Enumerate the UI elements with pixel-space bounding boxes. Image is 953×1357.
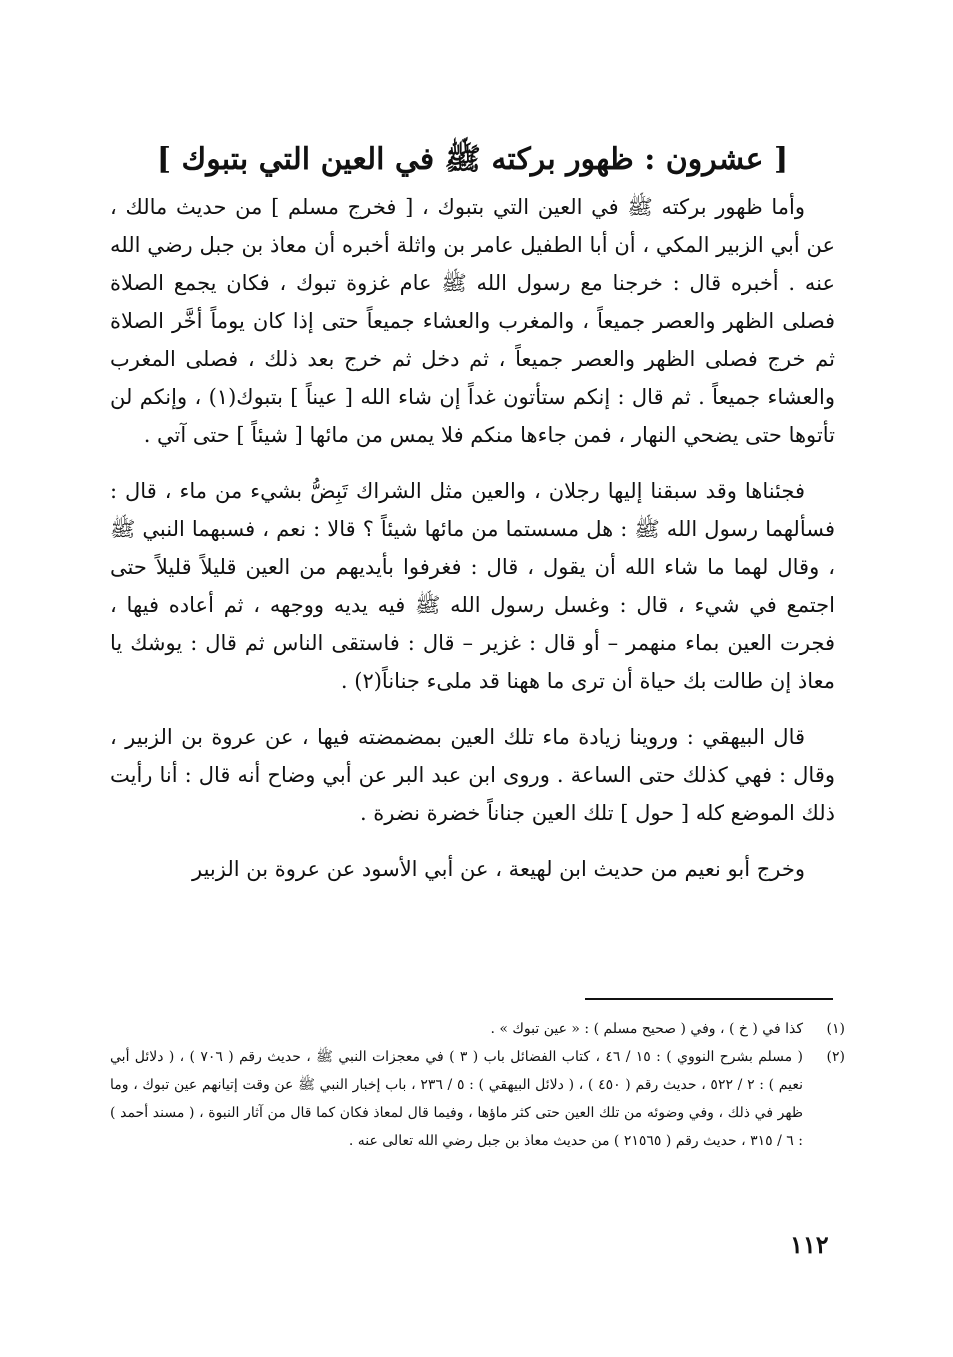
page-body: [110, 140, 835, 906]
footnote-text: ( مسلم بشرح النووي ) : ١٥ / ٤٦ ، كتاب الفضائل باب ( ٣ ) في معجزات النبي ﷺ ، حديث رقم ( ٧٠٦ ) ، ( دلائل أبي نعيم ) : ٢ / ٥٢٢ ، حديث رقم ( ٤٥٠ ) ، ( دلائل البيهقي ) : ٥ / ٢٣٦ ، باب إخبار النبي ﷺ عن وقت إتيانهم عين تبوك ، وما ظهر في ذلك ، وفي وضوئه من تلك العين حتى كثر ماؤها ، وفيما قال لمعاذ فكان كما قال من آثار النبوة ، ( مسند أحمد ) : ٦ / ٣١٥ ، حديث رقم ( ٢١٥٦٥ ) من حديث معاذ بن جبل رضي الله تعالى عنه .: [110, 1049, 803, 1149]
page-number: ١١٢: [790, 1230, 829, 1259]
paragraph-2: فجئناها وقد سبقنا إليها رجلان ، والعين مثل الشراك تَبِضُّ بشيء من ماء ، قال : فسألهما رسول الله ﷺ : هل مسستما من مائها شيئاً ؟ قالا : نعم ، فسبهما النبي ﷺ ، وقال لهما ما شاء الله أن يقول ، قال : فغرفوا بأيديهم من العين قليلاً قليلاً حتى اجتمع في شيء ، قال : وغسل رسول الله ﷺ فيه يديه ووجهه ، ثم أعاده فيها ، فجرت العين بماء منهمر – أو قال : غزير – قال : فاستقى الناس ثم قال : يوشك يا معاذ إن طالت بك حياة أن ترى ما ههنا قد ملىء جناناً(٢) .: [110, 479, 835, 693]
footnote-2: [110, 1043, 845, 1155]
footnote-number: (٢): [826, 1049, 845, 1065]
paragraph-4: وخرج أبو نعيم من حديث ابن لهيعة ، عن أبي الأسود عن عروة بن الزبير: [192, 857, 805, 881]
paragraph-3: قال البيهقي : وروينا زيادة ماء تلك العين بمضمضته فيها ، عن عروة بن الزبير ، وقال : فهي كذلك حتى الساعة . وروى ابن عبد البر عن أبي وضاح أنه قال : أنا رأيت ذلك الموضع كله [ حول ] تلك العين جناناً خضرة نضرة .: [110, 725, 835, 825]
footnotes: [110, 1015, 845, 1155]
footnote-divider: [585, 998, 833, 1000]
footnote-number: (١): [826, 1021, 845, 1037]
section-heading: [ عشرون : ظهور بركته ﷺ في العين التي بتبوك ]: [156, 142, 789, 177]
footnote-text: كذا في ( خ ) ، وفي ( صحيح مسلم ) : « عين تبوك » .: [490, 1021, 803, 1037]
footnote-1: [110, 1015, 845, 1043]
paragraph-1: وأما ظهور بركته ﷺ في العين التي بتبوك ، [ فخرج مسلم ] من حديث مالك ، عن أبي الزبير المكي ، أن أبا الطفيل عامر بن واثلة أخبره أن معاذ بن جبل رضي الله عنه . أخبره قال : خرجنا مع رسول الله ﷺ عام غزوة تبوك ، فكان يجمع الصلاة فصلى الظهر والعصر جميعاً ، والمغرب والعشاء جميعاً حتى إذا كان يوماً أخَّر الصلاة ثم خرج فصلى الظهر والعصر جميعاً ، ثم دخل ثم خرج بعد ذلك ، فصلى المغرب والعشاء جميعاً . ثم قال : إنكم ستأتون غداً إن شاء الله [ عيناً ] بتبوك(١) ، وإنكم لن تأتوها حتى يضحي النهار ، فمن جاءها منكم فلا يمس من مائها [ شيئاً ] حتى آتي .: [110, 195, 836, 447]
